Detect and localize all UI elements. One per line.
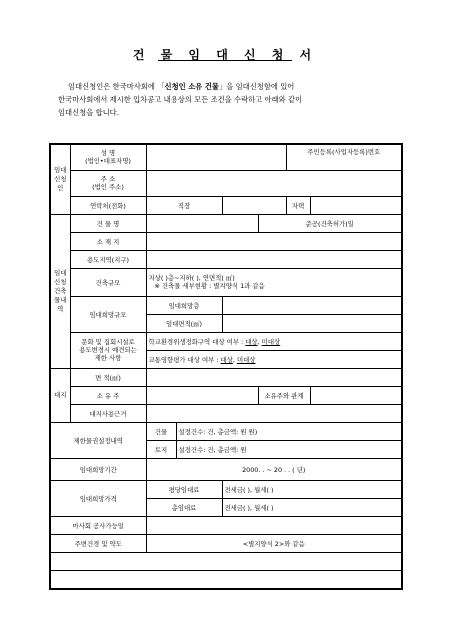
school-zone-question: 학교환경위생정화구역 대상 여부 : [148, 337, 246, 346]
land-section-label: 대지 [50, 368, 70, 422]
applicant-address-label-text: 주 소 [100, 175, 116, 183]
building-scale-field [146, 268, 402, 296]
culture-label-line-1: 문화 및 집회시설로 [81, 338, 135, 346]
school-zone-row: 학교환경위생정화구역 대상 여부 : 대상, 미대상 [146, 332, 402, 350]
intro-line-2: 한국마사회에서 제시한 입차공고 내용상의 모든 조건을 수락하고 아래와 같이 [58, 95, 303, 104]
surroundings-field[interactable]: <별지양식 2>와 같음 [146, 534, 402, 552]
culture-restriction-label [70, 332, 146, 368]
applicant-address-field[interactable] [146, 170, 402, 196]
culture-label-line-2: 용도변경시 예견되는 [79, 346, 137, 354]
traffic-impact-question: 교통영향평가 대상 여부 : [148, 355, 221, 364]
price-per-pyeong-field[interactable]: 전세금( ), 월세( ) [222, 480, 402, 498]
restriction-label: 제한물권설정내역 [50, 422, 146, 458]
home-phone-field[interactable] [310, 196, 402, 214]
restriction-building-label: 건물 [146, 422, 176, 440]
zone-label: 용도지역(지구) [70, 250, 146, 268]
contact-label: 연락처(전화) [70, 196, 146, 214]
applicant-section-label: 임대신청인 [50, 144, 70, 214]
work-phone-field[interactable] [222, 196, 286, 214]
restriction-land-label: 토지 [146, 440, 176, 458]
location-label: 소 재 지 [70, 232, 146, 250]
construction-start-label: 마사회 공사가능일 [50, 516, 146, 534]
applicant-name-label [70, 144, 146, 170]
land-use-basis-field[interactable] [146, 404, 402, 422]
intro-paragraph [58, 80, 303, 119]
title-underline [158, 60, 292, 61]
building-scale-line-1: 지상( )층~지하( ), 연면적( ㎡) [148, 274, 235, 282]
rental-area-label: 임대면적(㎡) [146, 314, 222, 332]
rental-price-label: 임대희망가격 [50, 480, 146, 516]
zone-field[interactable] [146, 250, 402, 268]
traffic-impact-row: 교통영향평가 대상 여부 : 대상, 미대상 [146, 350, 402, 368]
completion-date-label: 준공(건축허가)일 [258, 214, 402, 232]
land-area-field[interactable] [146, 368, 402, 386]
intro-line-1-post: 」을 임대신청함에 있어 [218, 82, 295, 91]
building-section-label: 임대신청건축물내역 [50, 214, 70, 368]
blank-row-2[interactable] [50, 570, 402, 589]
building-scale-line-2: ※ 건축물 세부현황 : 별지양식 1과 같음 [154, 282, 265, 290]
intro-line-1-pre: 임대신청인은 한국마사회에 「 [68, 82, 165, 91]
page-title: 건 물 임 대 신 청 서 [132, 48, 318, 62]
rental-period-field[interactable]: 2000. . ~ 20 . . ( 년) [146, 458, 402, 480]
traffic-impact-yes-option[interactable]: 대상 [220, 355, 233, 364]
land-owner-field[interactable] [146, 386, 258, 404]
total-rent-field[interactable]: 전세금( ), 월세( ) [222, 498, 402, 516]
land-area-label: 면 적(㎡) [70, 368, 146, 386]
total-rent-label: 총임대료 [146, 498, 222, 516]
restriction-building-field[interactable]: 설정건수: 건, 총금액: 원 원) [176, 422, 402, 440]
applicant-name-label-text: 성 명 [100, 149, 116, 158]
rental-scale-label: 임대희망규모 [70, 296, 146, 332]
applicant-address-sublabel: (법인 주소) [92, 183, 124, 191]
work-phone-label: 직장 [146, 196, 222, 214]
owner-relation-label: 소유주와 관계 [258, 386, 310, 404]
owner-relation-field[interactable] [310, 386, 402, 404]
building-name-field[interactable] [146, 214, 258, 232]
rental-floor-label: 임대희망층 [146, 296, 222, 314]
rental-floor-field[interactable] [222, 296, 402, 314]
blank-row-1[interactable] [50, 552, 402, 570]
land-owner-label: 소 유 주 [70, 386, 146, 404]
price-per-pyeong-label: 평당임대료 [146, 480, 222, 498]
intro-line-3: 임대신청을 합니다. [58, 108, 120, 117]
building-name-label: 건 물 명 [70, 214, 146, 232]
applicant-address-label [70, 170, 146, 196]
intro-line-1 [68, 80, 302, 93]
location-field[interactable] [146, 232, 402, 250]
rental-area-field[interactable] [222, 314, 402, 332]
applicant-name-field[interactable] [146, 144, 286, 170]
school-zone-yes-option[interactable]: 대상 [245, 337, 258, 346]
rental-period-label: 임대희망기간 [50, 458, 146, 480]
traffic-impact-no-option[interactable]: 미대상 [236, 355, 256, 364]
building-scale-label: 건축규모 [70, 268, 146, 296]
home-phone-label: 자택 [286, 196, 310, 214]
land-use-basis-label: 대지사용근거 [70, 404, 146, 422]
surroundings-label: 주변건경 및 약도 [50, 534, 146, 552]
restriction-land-field[interactable]: 설정건수: 건, 총금액: 원 [176, 440, 402, 458]
school-zone-no-option[interactable]: 미대상 [261, 337, 281, 346]
resident-no-label: 주민등록(사업자등록)번호 [286, 144, 402, 170]
applicant-name-sublabel: (법인•대표자명) [85, 157, 131, 166]
construction-start-field[interactable] [146, 516, 402, 534]
culture-label-line-3: 제한 사항 [94, 354, 122, 362]
intro-line-1-bold: 신청인 소유 건물 [164, 82, 219, 91]
application-form-table [49, 143, 403, 590]
